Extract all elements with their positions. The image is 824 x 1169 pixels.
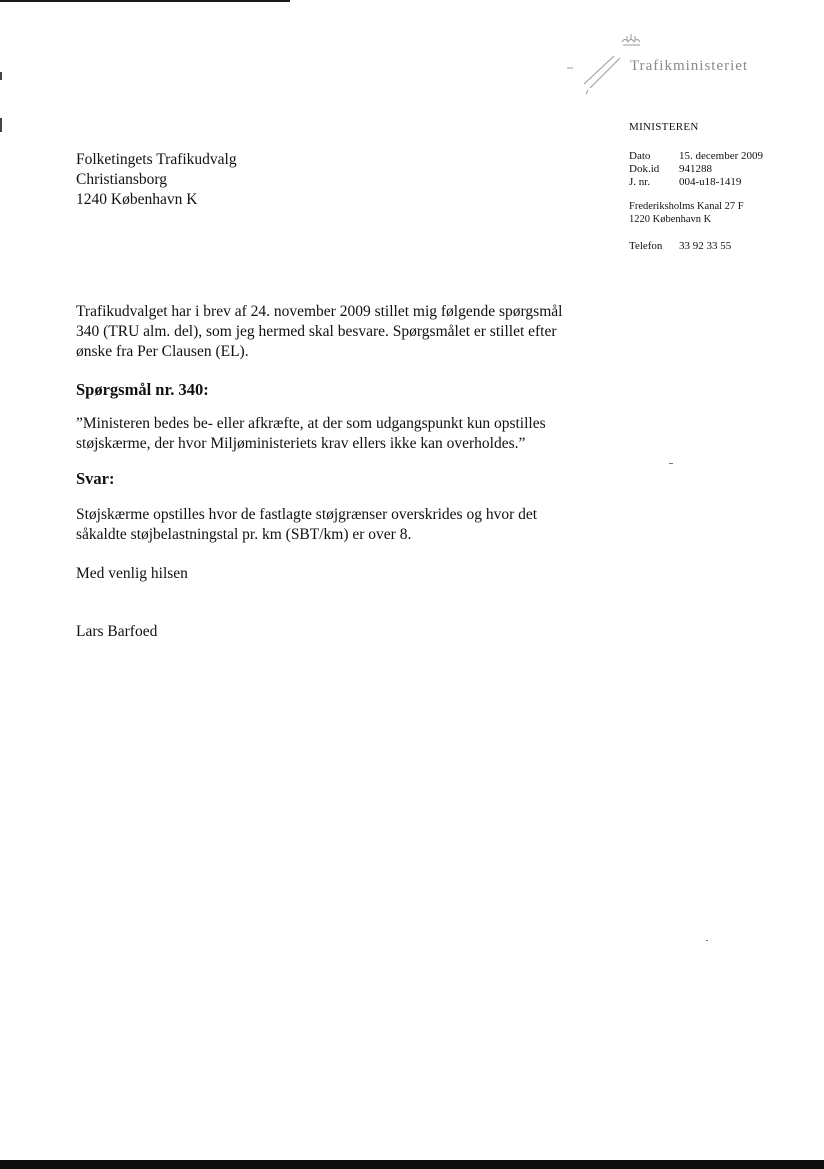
scan-left-mark	[0, 118, 2, 132]
recipient-line: Christiansborg	[76, 171, 167, 188]
sender-title: MINISTEREN	[629, 121, 699, 133]
scan-speck	[669, 463, 673, 464]
recipient-line: 1240 København K	[76, 191, 198, 208]
scan-bottom-band	[0, 1160, 824, 1169]
question-text	[76, 414, 596, 454]
sender-phone	[629, 240, 731, 252]
intro-paragraph	[76, 302, 596, 362]
closing: Med venlig hilsen	[76, 565, 188, 582]
meta-value: 004-u18-1419	[679, 176, 742, 188]
answer-text	[76, 505, 596, 545]
answer-heading: Svar:	[76, 469, 115, 488]
meta-label: Dato	[629, 150, 651, 162]
scan-left-mark	[0, 72, 2, 80]
phone-label: Telefon	[629, 240, 663, 252]
document-meta	[629, 150, 763, 189]
address-line: 1220 København K	[629, 214, 712, 225]
recipient-address	[76, 150, 237, 210]
question-heading: Spørgsmål nr. 340:	[76, 380, 209, 399]
logo-text: Trafikministeriet	[630, 58, 749, 74]
meta-value: 941288	[679, 163, 712, 175]
question-line: ”Ministeren bedes be- eller afkræfte, at der som udgangspunkt kun opstilles	[76, 415, 546, 432]
scan-speck	[706, 940, 708, 941]
meta-row-date	[629, 150, 763, 163]
sender-address	[629, 200, 744, 226]
intro-line: Trafikudvalget har i brev af 24. november 2009 stillet mig følgende spørgsmål	[76, 303, 563, 320]
recipient-line: Folketingets Trafikudvalg	[76, 151, 237, 168]
ministry-logo	[562, 30, 802, 100]
meta-value: 15. december 2009	[679, 150, 763, 162]
answer-line: Støjskærme opstilles hvor de fastlagte støjgrænser overskrides og hvor det	[76, 506, 538, 523]
intro-line: ønske fra Per Clausen (EL).	[76, 343, 249, 360]
answer-line: såkaldte støjbelastningstal pr. km (SBT/km) er over 8.	[76, 526, 412, 543]
phone-value: 33 92 33 55	[679, 240, 732, 252]
signature: Lars Barfoed	[76, 623, 158, 640]
meta-row-doc-id	[629, 163, 763, 176]
scan-top-line	[0, 0, 290, 2]
meta-row-journal-no	[629, 176, 763, 189]
meta-label: Dok.id	[629, 163, 660, 175]
intro-line: 340 (TRU alm. del), som jeg hermed skal besvare. Spørgsmålet er stillet efter	[76, 323, 557, 340]
meta-label: J. nr.	[629, 176, 651, 188]
question-line: støjskærme, der hvor Miljøministeriets krav ellers ikke kan overholdes.”	[76, 435, 526, 452]
address-line: Frederiksholms Kanal 27 F	[629, 201, 744, 212]
